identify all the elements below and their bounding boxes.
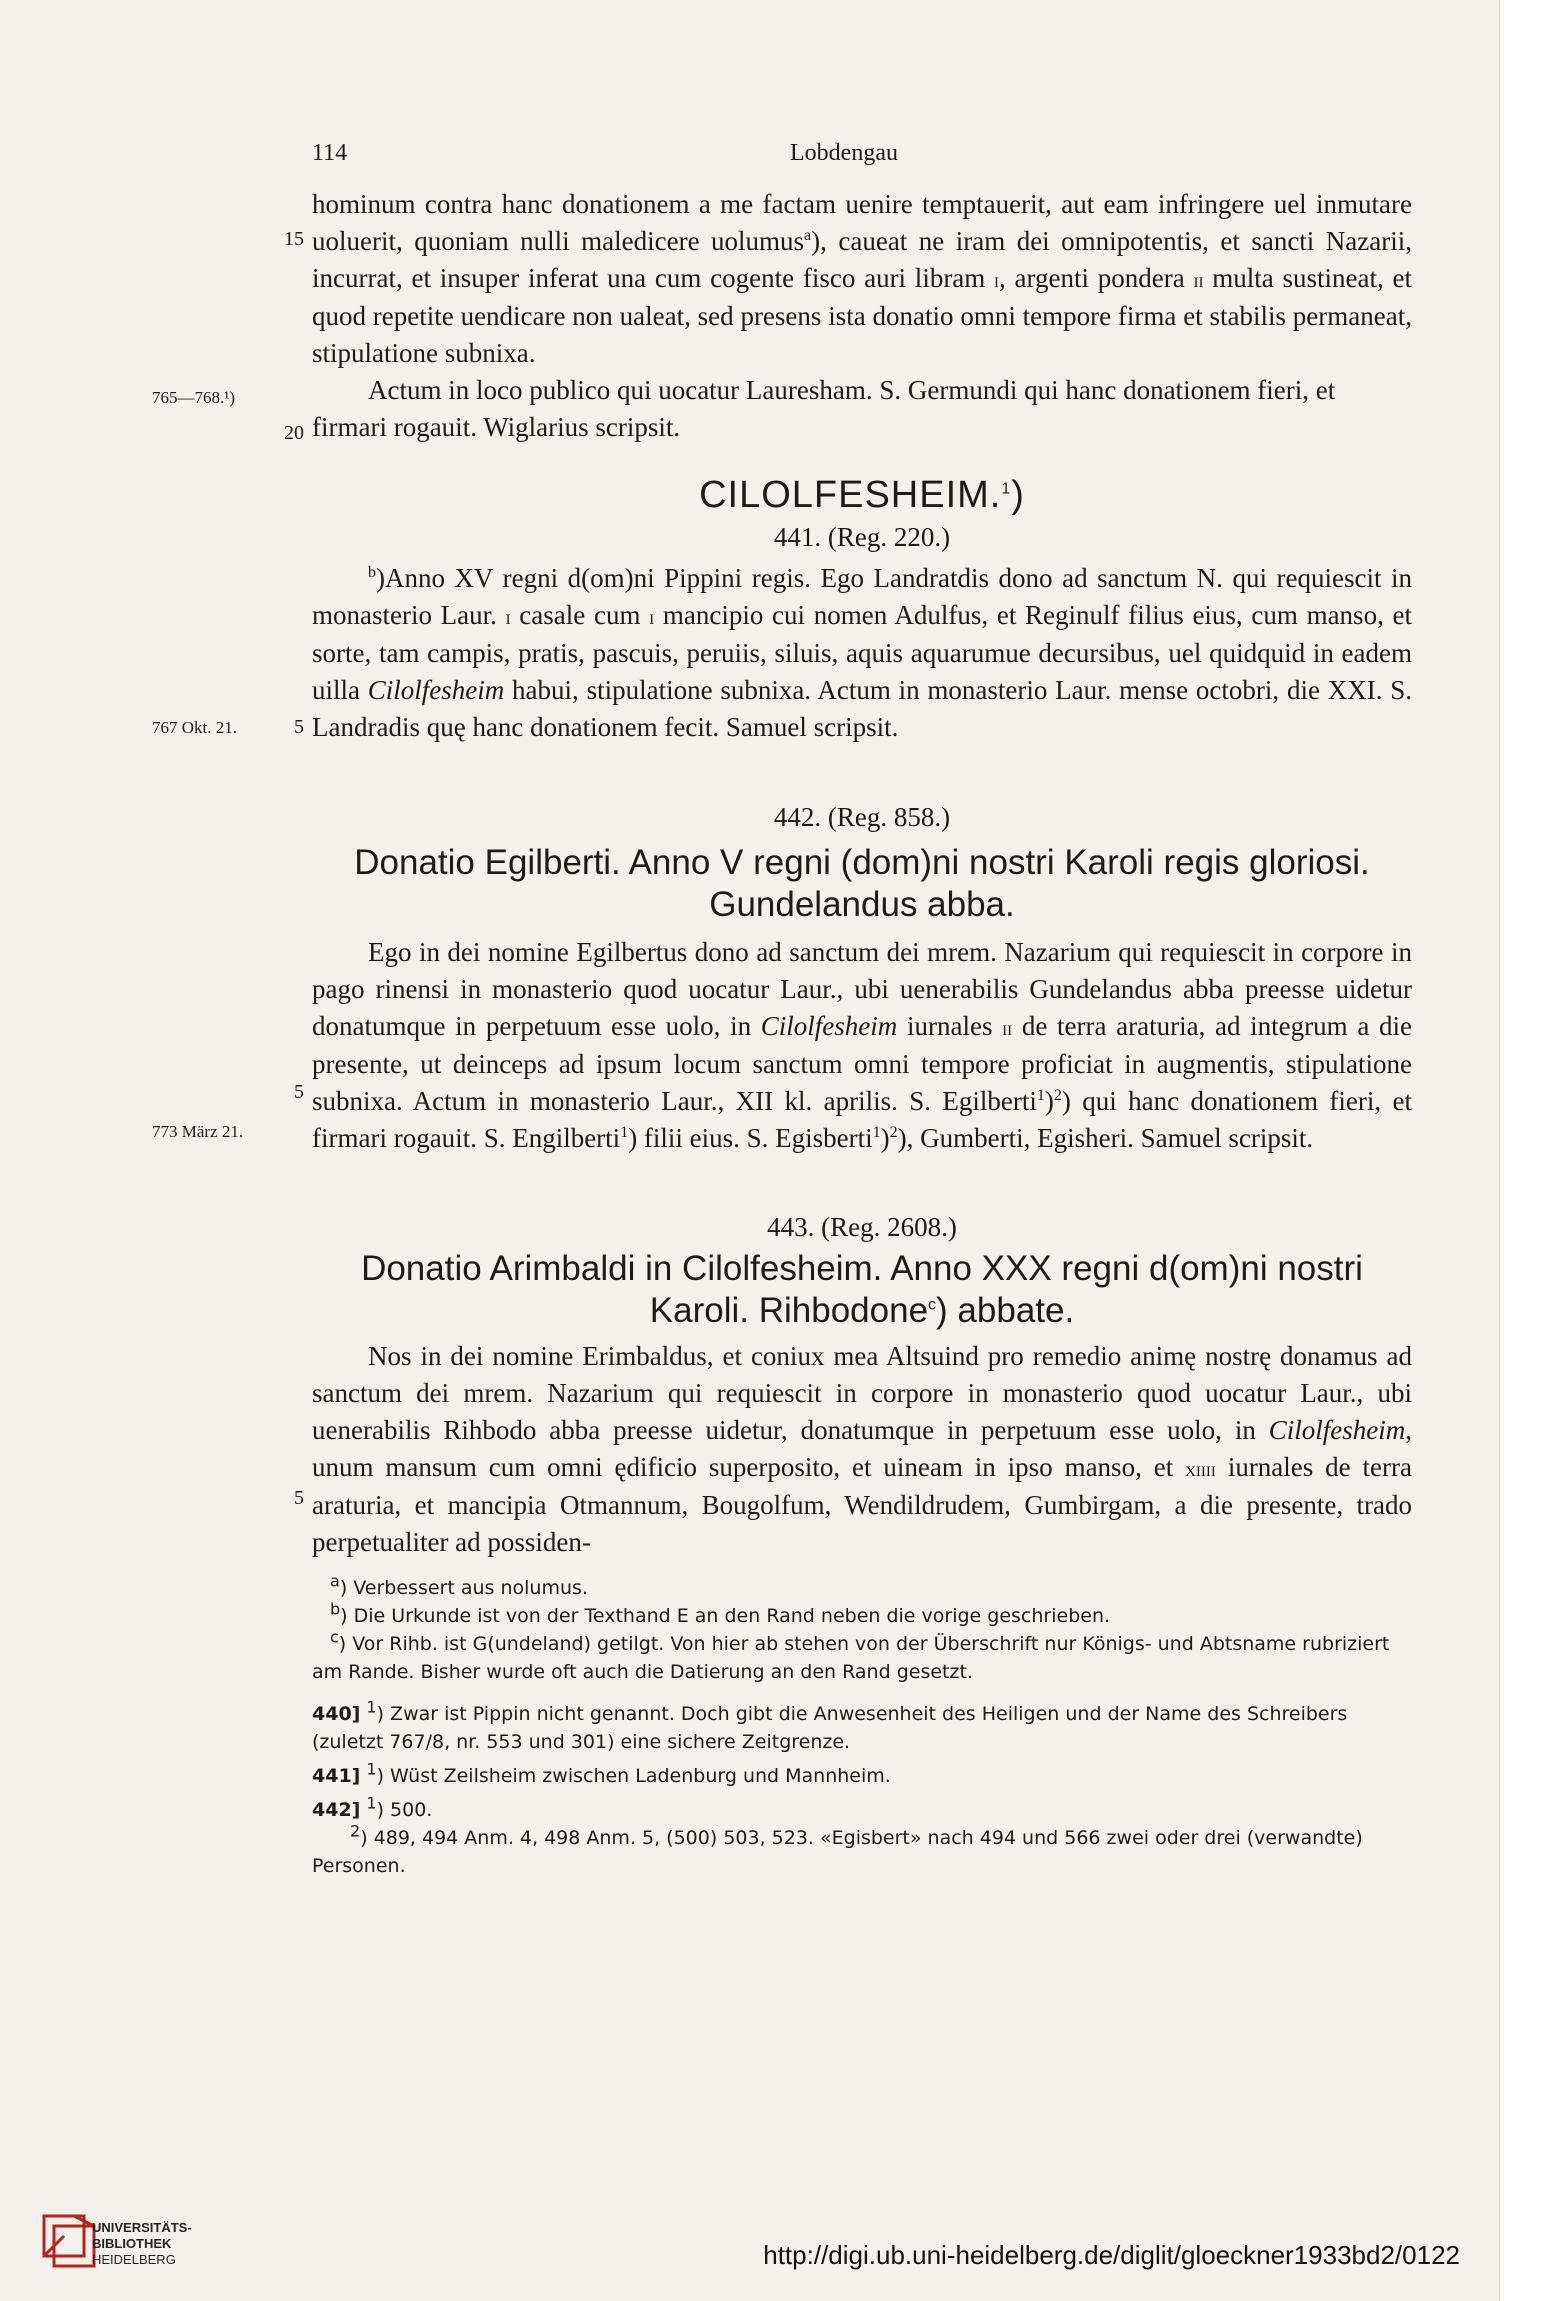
footnote-c: $^c$) Vor Rihb. ist G(undeland) getilgt. Von hier ab stehen von der Überschrift nur Königs- und Abtsname rubriziert am Rande. Bisher wurde oft auch die Datierung an den Rand gesetzt. [312,1627,1390,1683]
entry-heading-442 [312,842,1412,926]
margin-date-767: 767 Okt. 21. [152,718,237,737]
margin-date-765: 765—768.¹) [152,388,236,407]
text-block-440: hominum contra hanc donationem a me factam uenire temptauerit, aut eam infringere uel inmutare uoluerit, quoniam nulli maledicere uolumus$^a$), caueat ne iram dei omnipotentis, et sancti Nazarii, incurrat, et insuper inferat una cum cogente fisco auri libram i, argenti pondera ii multa sustineat, et quod repetite uendicare non ualeat, sed presens ista donatio omni tempore firma et stabilis permaneat, stipulatione subnixa. Actum in loco publico qui uocatur Lauresham. S. Germundi qui hanc donationem fieri, et firmari rogauit. Wiglarius scripsit. [312,189,1412,442]
line-number-15: 15 [284,228,304,250]
library-logo-icon [40,2212,100,2272]
page-edge-line [1499,0,1500,2301]
entry-number-441: 441. (Reg. 220.) [773,522,951,552]
margin-date-773: 773 März 21. [152,1122,244,1141]
heading-line: Donatio Arimbaldi in Cilolfesheim. Anno XXX regni d(om)ni nostri [361,1249,1363,1288]
page-number: 114 [312,140,348,166]
section-title: CILOLFESHEIM.$^1$) [699,474,1025,516]
line-number-5: 5 [294,1081,304,1103]
running-title: Lobdengau [790,140,898,166]
line-number-5: 5 [294,1487,304,1509]
page-edge [1500,0,1548,2301]
source-url[interactable]: http://digi.ub.uni-heidelberg.de/diglit/gloeckner1933bd2/0122 [763,2240,1460,2270]
heading-line: Donatio Egilberti. Anno V regni (dom)ni nostri Karoli regis gloriosi. [354,843,1370,882]
footnote-a: $^a$) Verbessert aus nolumus. [330,1571,588,1599]
line-number-20: 20 [284,422,304,444]
commentary-notes [312,1697,1412,1880]
library-name: UNIVERSITÄTS- BIBLIOTHEK HEIDELBERG [92,2220,192,2267]
text-block-441: $^b$)Anno XV regni d(om)ni Pippini regis. Ego Landratdis dono ad sanctum N. qui requiescit in monasterio Laur. i casale cum i mancipio cui nomen Adulfus, et Reginulf filius eius, cum manso, et sorte, tam campis, pratis, pascuis, peruiis, siluis, aquis aquarumue decursibus, uel quidquid in eadem uilla Cilolfesheim habui, stipulatione subnixa. Actum in monasterio Laur. mense octobri, die XXI. S. Landradis quę hanc donationem fecit. Samuel scripsit. [312,563,1413,742]
entry-heading-443 [312,1248,1412,1332]
note-442-2: $^2$) 489, 494 Anm. 4, 498 Anm. 5, (500) 503, 523. «Egisbert» nach 494 und 566 zwei oder drei (verwandte) Personen. [312,1821,1363,1877]
note-442-1: 442] $^1$) 500. [312,1793,433,1821]
entry-number-442: 442. (Reg. 858.) [773,802,951,832]
footnote-b: $^b$) Die Urkunde ist von der Texthand E an den Rand neben die vorige geschrieben. [330,1599,1111,1627]
heading-line: Karoli. Rihbodone$^c$) abbate. [649,1291,1075,1330]
line-number-5: 5 [294,716,304,738]
footer [0,2180,1500,2301]
entry-number-443: 443. (Reg. 2608.) [767,1212,957,1242]
heading-line: Gundelandus abba. [709,885,1015,924]
text-block-443: Nos in dei nomine Erimbaldus, et coniux mea Altsuind pro remedio animę nostrę donamus ad sanctum dei mrem. Nazarium qui requiescit in corpore in monasterio quod uocatur Laur., ubi uenerabilis Rihbodo abba preesse uidetur, donatumque in perpetuum esse uolo, in Cilolfesheim, unum mansum cum omni ędificio superposito, et uineam in ipso manso, et xiiii iurnales de terra araturia, et mancipia Otmannum, Bougolfum, Wendildrudem, Gumbirgam, a die presente, trado perpetualiter ad possiden- [312,1341,1413,1557]
footnotes [312,1571,1412,1686]
note-441: 441] $^1$) Wüst Zeilsheim zwischen Ladenburg und Mannheim. [312,1759,891,1787]
note-440: 440] $^1$) Zwar ist Pippin nicht genannt. Doch gibt die Anwesenheit des Heiligen und der Name des Schreibers (zuletzt 767/8, nr. 553 und 301) eine sichere Zeitgrenze. [312,1697,1348,1753]
text-block-442: Ego in dei nomine Egilbertus dono ad sanctum dei mrem. Nazarium qui requiescit in corpore in pago rinensi in monasterio quod uocatur Laur., ubi uenerabilis Gundelandus abba preesse uidetur donatumque in perpetuum esse uolo, in Cilolfesheim iurnales ii de terra araturia, ad integrum a die presente, ut deinceps ad ipsum locum sanctum omni tempore proficiat in augmentis, stipulatione subnixa. Actum in monasterio Laur., XII kl. aprilis. S. Egilberti$^1$)$^2$) qui hanc donationem fieri, et firmari rogauit. S. Engilberti$^1$) filii eius. S. Egisberti$^1$)$^2$), Gumberti, Egisheri. Samuel scripsit. [312,937,1412,1153]
